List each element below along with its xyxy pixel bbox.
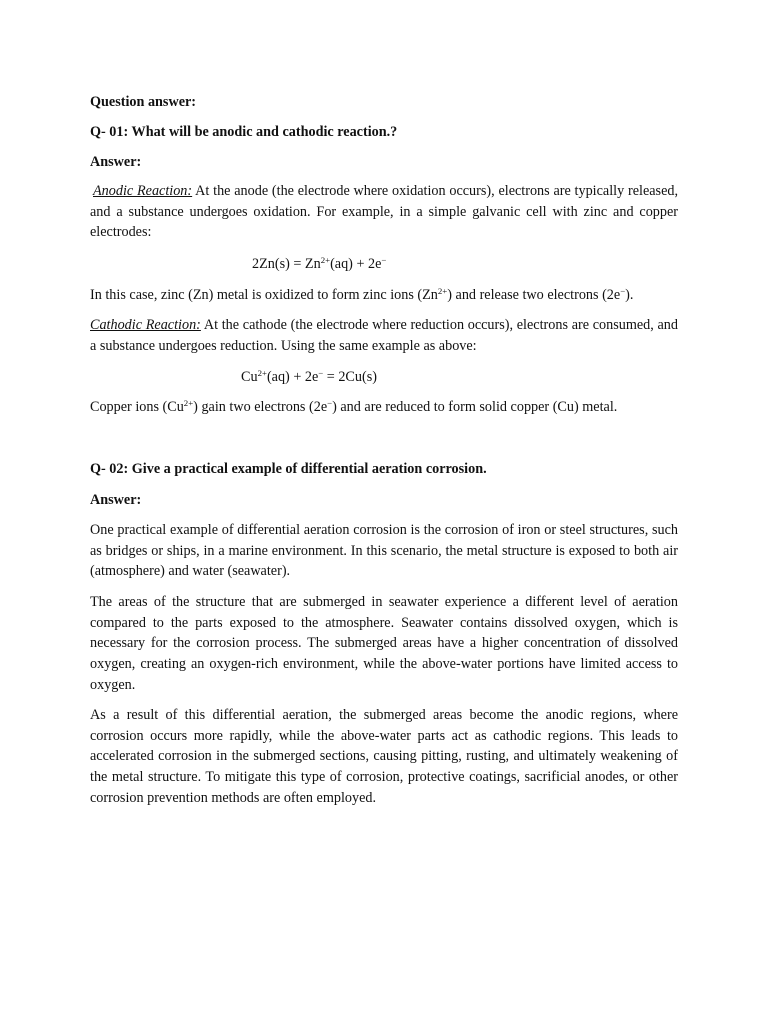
zinc-oxidation-note (90, 285, 678, 306)
cathodic-equation-superscript-1: 2+ (257, 368, 267, 379)
copper-note-part-3: ) and are reduced to form solid copper (Cu) metal. (332, 399, 618, 415)
q2-paragraph-1: One practical example of differential aeration corrosion is the corrosion of iron or steel structures, such as bridges or ships, in a marine environment. In this scenario, the metal structure is exposed to both air (atmosphere) and water (seawater). (90, 522, 678, 580)
anodic-equation (252, 254, 386, 274)
anodic-reaction-paragraph (90, 181, 678, 243)
copper-note-part-1: Copper ions (Cu (90, 399, 184, 415)
question-2-answer-label: Answer: (90, 492, 142, 508)
q2-paragraph-2: The areas of the structure that are submerged in seawater experience a different level of aeration compared to the parts exposed to the atmosphere. Seawater contains dissolved oxygen, which is necessary for the corrosion process. The submerged areas have a higher concentration of dissolved oxygen, creating an oxygen-rich environment, while the above-water portions have limited access to oxygen. (90, 594, 678, 693)
copper-note-superscript-2: − (327, 398, 333, 409)
copper-reduction-note (90, 397, 678, 418)
cathodic-reaction-paragraph (90, 315, 678, 356)
anodic-equation-part-2: (aq) + 2e (330, 256, 382, 272)
question-1-title: Q- 01: What will be anodic and cathodic reaction.? (90, 124, 398, 140)
anodic-equation-superscript-1: 2+ (320, 255, 331, 266)
cathodic-equation-part-2: (aq) + 2e (266, 369, 319, 385)
cathodic-equation (241, 367, 377, 387)
zinc-note-part-3: ). (625, 287, 634, 303)
question-1-answer-label: Answer: (90, 154, 142, 170)
zinc-note-superscript-1: 2+ (437, 286, 448, 297)
anodic-equation-superscript-2: − (381, 255, 387, 266)
cathodic-reaction-label: Cathodic Reaction: (90, 317, 201, 333)
cathodic-equation-part-1: Cu (241, 369, 258, 385)
anodic-reaction-text: At the anode (the electrode where oxidation occurs), electrons are typically released, and a substance undergoes oxidation. For example, in a simple galvanic cell with zinc and copper electrodes: (90, 183, 679, 241)
copper-note-superscript-1: 2+ (183, 398, 194, 409)
copper-note-part-2: ) gain two electrons (2e (193, 399, 328, 415)
q2-paragraph-3: As a result of this differential aeration, the submerged areas become the anodic regions, where corrosion occurs more rapidly, while the above-water parts act as cathodic regions. This leads to accelerated corrosion in the submerged sections, causing pitting, rusting, and ultimately weakening of the metal structure. To mitigate this type of corrosion, protective coatings, sacrificial anodes, or other corrosion prevention methods are often employed. (90, 707, 678, 806)
question-2-title: Q- 02: Give a practical example of differential aeration corrosion. (90, 461, 487, 477)
anodic-reaction-label: Anodic Reaction: (93, 183, 193, 199)
zinc-note-part-1: In this case, zinc (Zn) metal is oxidized to form zinc ions (Zn (90, 287, 438, 303)
cathodic-equation-part-3: = 2Cu(s) (323, 369, 377, 385)
cathodic-reaction-text: At the cathode (the electrode where reduction occurs), electrons are consumed, and a substance undergoes reduction. Using the same example as above: (90, 317, 678, 354)
zinc-note-superscript-2: − (620, 286, 626, 297)
zinc-note-part-2: ) and release two electrons (2e (447, 287, 621, 303)
cathodic-equation-superscript-2: − (318, 368, 324, 379)
document-heading: Question answer: (90, 94, 197, 110)
anodic-equation-part-1: 2Zn(s) = Zn (252, 256, 321, 272)
